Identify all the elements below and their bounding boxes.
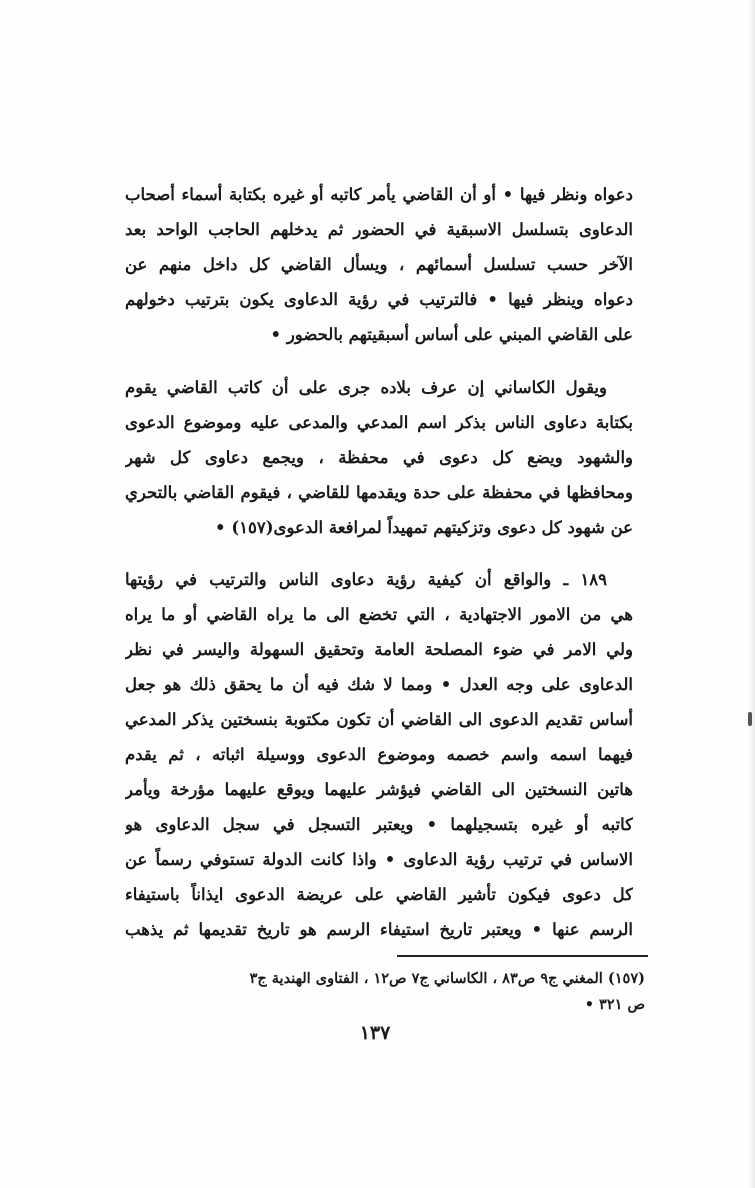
text-line: بكتابة دعاوى الناس بذكر اسم المدعي والمدعى عليه وموضوع الدعوى [125,413,633,432]
text-line: هي من الامور الاجتهادية ، التي تخضع الى ما يراه القاضي أو ما يراه [125,605,633,624]
scan-edge-shadow [749,0,755,1188]
text-line: كل دعوى فيكون تأشير القاضي على عريضة الدعوى ايذاناً باستيفاء [125,885,633,904]
text-line: فيهما اسمه واسم خصمه وموضوع الدعوى ووسيلة اثباته ، ثم يقدم [125,745,633,764]
paragraph-2 [125,370,633,545]
text-line: الدعاوى على وجه العدل • ومما لا شك فيه أن ما يحقق ذلك هو جعل [125,675,633,694]
paragraph-1 [125,177,633,352]
scan-mark [748,712,752,726]
text-line: الدعاوى بتسلسل الاسبقية في الحضور ثم يدخلهم الحاجب الواحد بعد [125,220,633,239]
text-line: دعواه وينظر فيها • فالترتيب في رؤية الدعاوى يكون بترتيب دخولهم [125,290,633,309]
text-line: كاتبه أو غيره بتسجيلهما • ويعتبر التسجل في سجل الدعاوى هو [125,815,633,834]
text-line: والشهود ويضع كل دعوى في محفظة ، ويجمع دعاوى كل شهر [125,448,633,467]
text-line: ويقول الكاساني إن عرف بلاده جرى على أن كاتب القاضي يقوم [125,378,607,397]
text-line: الاساس في ترتيب رؤية الدعاوى • واذا كانت الدولة تستوفي رسماً عن [125,850,633,869]
text-line: أساس تقديم الدعوى الى القاضي أن تكون مكتوبة بنسختين يذكر المدعي [125,710,633,729]
footnote [130,966,645,1018]
footnote-line: (١٥٧) المغني ج٩ ص٨٣ ، الكاساني ج٧ ص١٢ ، الفتاوى الهندية ج٣ [249,970,645,987]
page-number: ١٣٧ [359,1022,391,1044]
paragraph-3 [125,562,633,947]
text-line: عن شهود كل دعوى وتزكيتهم تمهيداً لمرافعة الدعوى(١٥٧) • [215,518,633,537]
text-line: دعواه ونظر فيها • أو أن القاضي يأمر كاتبه أو غيره بكتابة أسماء أصحاب [125,185,633,204]
text-line: ومحافظها في محفظة على حدة ويقدمها للقاضي ، فيقوم القاضي بالتحري [125,483,633,502]
text-line: هاتين النسختين الى القاضي فيؤشر عليهما ويوقع عليهما مؤرخة ويأمر [125,780,633,799]
text-line: على القاضي المبني على أساس أسبقيتهم بالحضور • [270,325,633,344]
footnote-line: ص ٣٢١ • [584,996,645,1013]
text-line: الرسم عنها • ويعتبر تاريخ استيفاء الرسم هو تاريخ تقديمها ثم يذهب [125,920,633,939]
text-line: ١٨٩ ـ والواقع أن كيفية رؤية دعاوى الناس والترتيب في رؤيتها [125,570,607,589]
text-line: ولي الامر في ضوء المصلحة العامة وتحقيق السهولة واليسر في نظر [125,640,633,659]
footnote-divider [397,955,648,957]
text-line: الآخر حسب تسلسل أسمائهم ، ويسأل القاضي كل داخل منهم عن [125,255,633,274]
